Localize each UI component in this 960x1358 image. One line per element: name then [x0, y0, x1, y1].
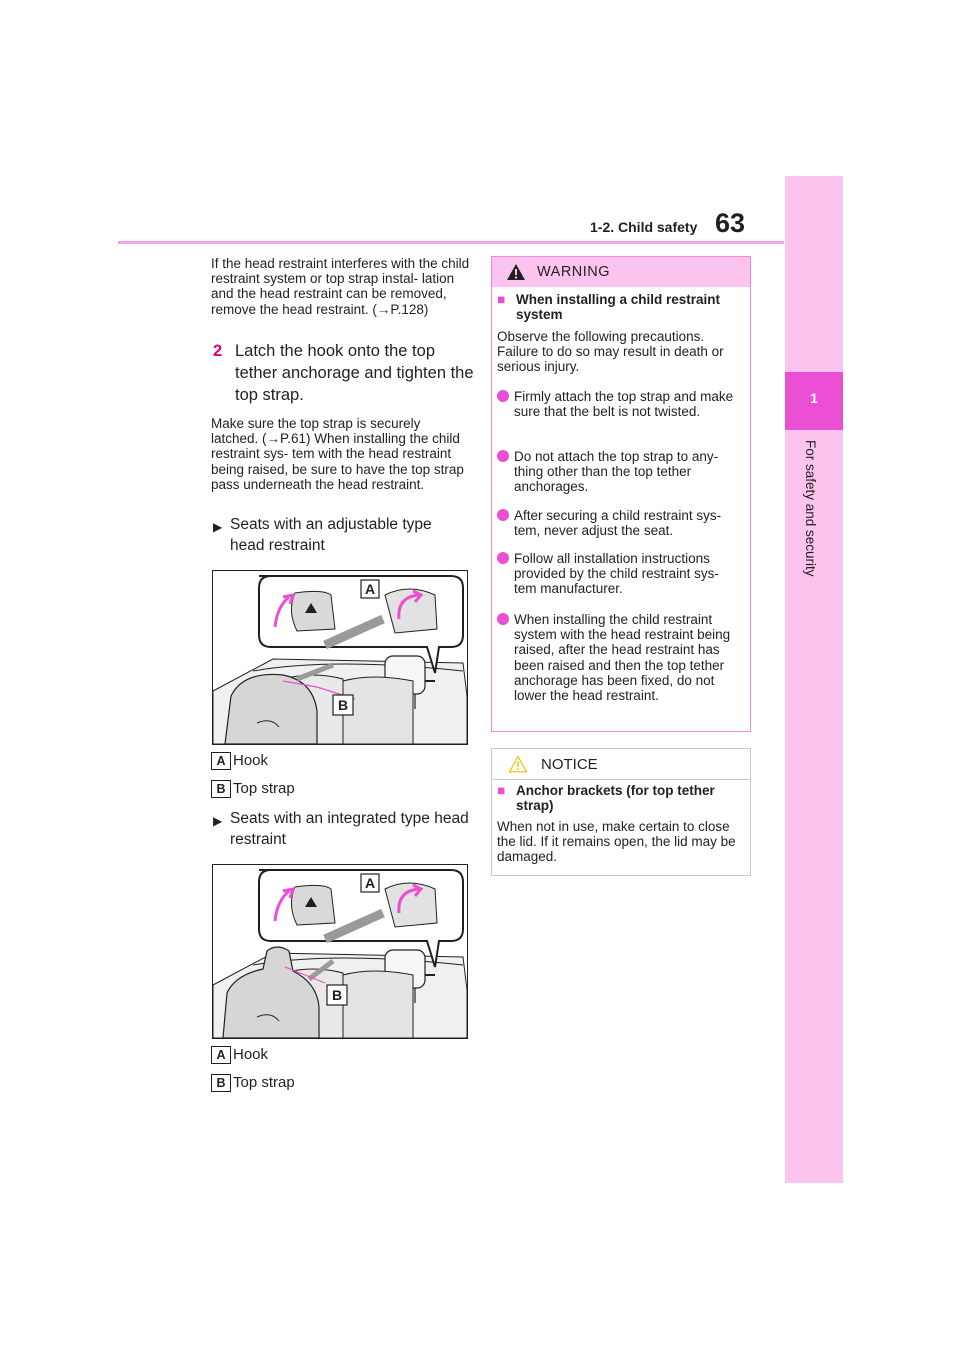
warning-box — [491, 256, 751, 732]
notice-heading-text: Anchor brackets (for top tether strap) — [516, 783, 715, 814]
warning-bullet-text: When installing the child restraint system with the head restraint being raised, after the head restraint has been raised and then the top tether anchorage has been fixed, do not lower the head restraint. — [514, 612, 731, 704]
figure-label-a: A — [364, 581, 376, 597]
bullet-dot-icon — [497, 613, 509, 625]
intro-paragraph: If the head restraint interferes with the child restraint system or top strap instal- lation and the head restraint can be removed, remove the head restraint. (→P.128) — [211, 256, 470, 317]
notice-text: When not in use, make certain to close the lid. If it remains open, the lid may be damaged. — [497, 819, 736, 865]
warning-heading-text: When installing a child restraint system — [516, 292, 721, 323]
notice-title: NOTICE — [541, 756, 598, 773]
legend-text: Hook — [233, 1046, 269, 1063]
section-title: 1-2. Child safety — [590, 219, 698, 235]
square-marker-icon: ■ — [497, 292, 506, 307]
warning-bullet-text: Do not attach the top strap to any- thing other than the top tether anchorages. — [514, 449, 719, 495]
chapter-side-tab — [785, 176, 843, 1183]
notice-box — [491, 748, 751, 876]
chapter-title: For safety and security — [803, 440, 818, 577]
notice-header — [492, 749, 750, 780]
warning-bullet-text: After securing a child restraint sys- tem, never adjust the seat. — [514, 508, 722, 539]
warning-header — [492, 257, 750, 287]
section-integrated-title — [213, 808, 470, 850]
illustration-adjustable — [213, 571, 467, 744]
legend-text: Top strap — [233, 780, 295, 797]
warning-triangle-icon — [506, 263, 526, 281]
bullet-dot-icon — [497, 552, 509, 564]
legend-key: B — [211, 780, 231, 798]
step-text: Latch the hook onto the top tether anchorage and tighten the top strap. — [235, 342, 474, 404]
pointer-triangle-icon: ▶ — [213, 814, 223, 828]
section-title-text: Seats with an adjustable type head restraint — [230, 516, 432, 554]
legend-key: A — [211, 752, 231, 770]
page-number: 63 — [715, 208, 746, 238]
warning-title: WARNING — [537, 264, 611, 280]
bullet-dot-icon — [497, 509, 509, 521]
pointer-triangle-icon: ▶ — [213, 520, 223, 534]
bullet-dot-icon — [497, 450, 509, 462]
warning-intro: Observe the following precautions. Failure to do so may result in death or serious injury. — [497, 329, 724, 375]
figure-adjustable-head-restraint — [212, 570, 468, 745]
chapter-title-vertical — [803, 440, 825, 670]
bullet-dot-icon — [497, 390, 509, 402]
notice-heading — [497, 783, 742, 814]
step-number: 2 — [213, 342, 223, 360]
figure-label-b: B — [337, 697, 349, 713]
section-title-text: Seats with an integrated type head restraint — [230, 810, 469, 848]
warning-bullet-text: Firmly attach the top strap and make sure that the belt is not twisted. — [514, 389, 734, 420]
header-rule — [118, 241, 784, 244]
figure-label-b: B — [331, 987, 343, 1003]
notice-triangle-icon — [508, 755, 528, 773]
figure-label-a: A — [364, 875, 376, 891]
legend-key: B — [211, 1074, 231, 1092]
chapter-number: 1 — [810, 390, 818, 406]
illustration-integrated — [213, 865, 467, 1038]
figure-integrated-head-restraint — [212, 864, 468, 1039]
warning-bullet-text: Follow all installation instructions provided by the child restraint sys- tem manufacturer. — [514, 551, 719, 597]
square-marker-icon: ■ — [497, 783, 506, 798]
legend-key: A — [211, 1046, 231, 1064]
legend-text: Hook — [233, 752, 269, 769]
warning-heading — [497, 292, 742, 323]
step-note: Make sure the top strap is securely latched. (→P.61) When installing the child restraint sys- tem with the head restraint being raised, be sure to have the top strap pass underneath the head restraint. — [211, 416, 464, 492]
legend-text: Top strap — [233, 1074, 295, 1091]
section-adjustable-title — [213, 514, 470, 556]
